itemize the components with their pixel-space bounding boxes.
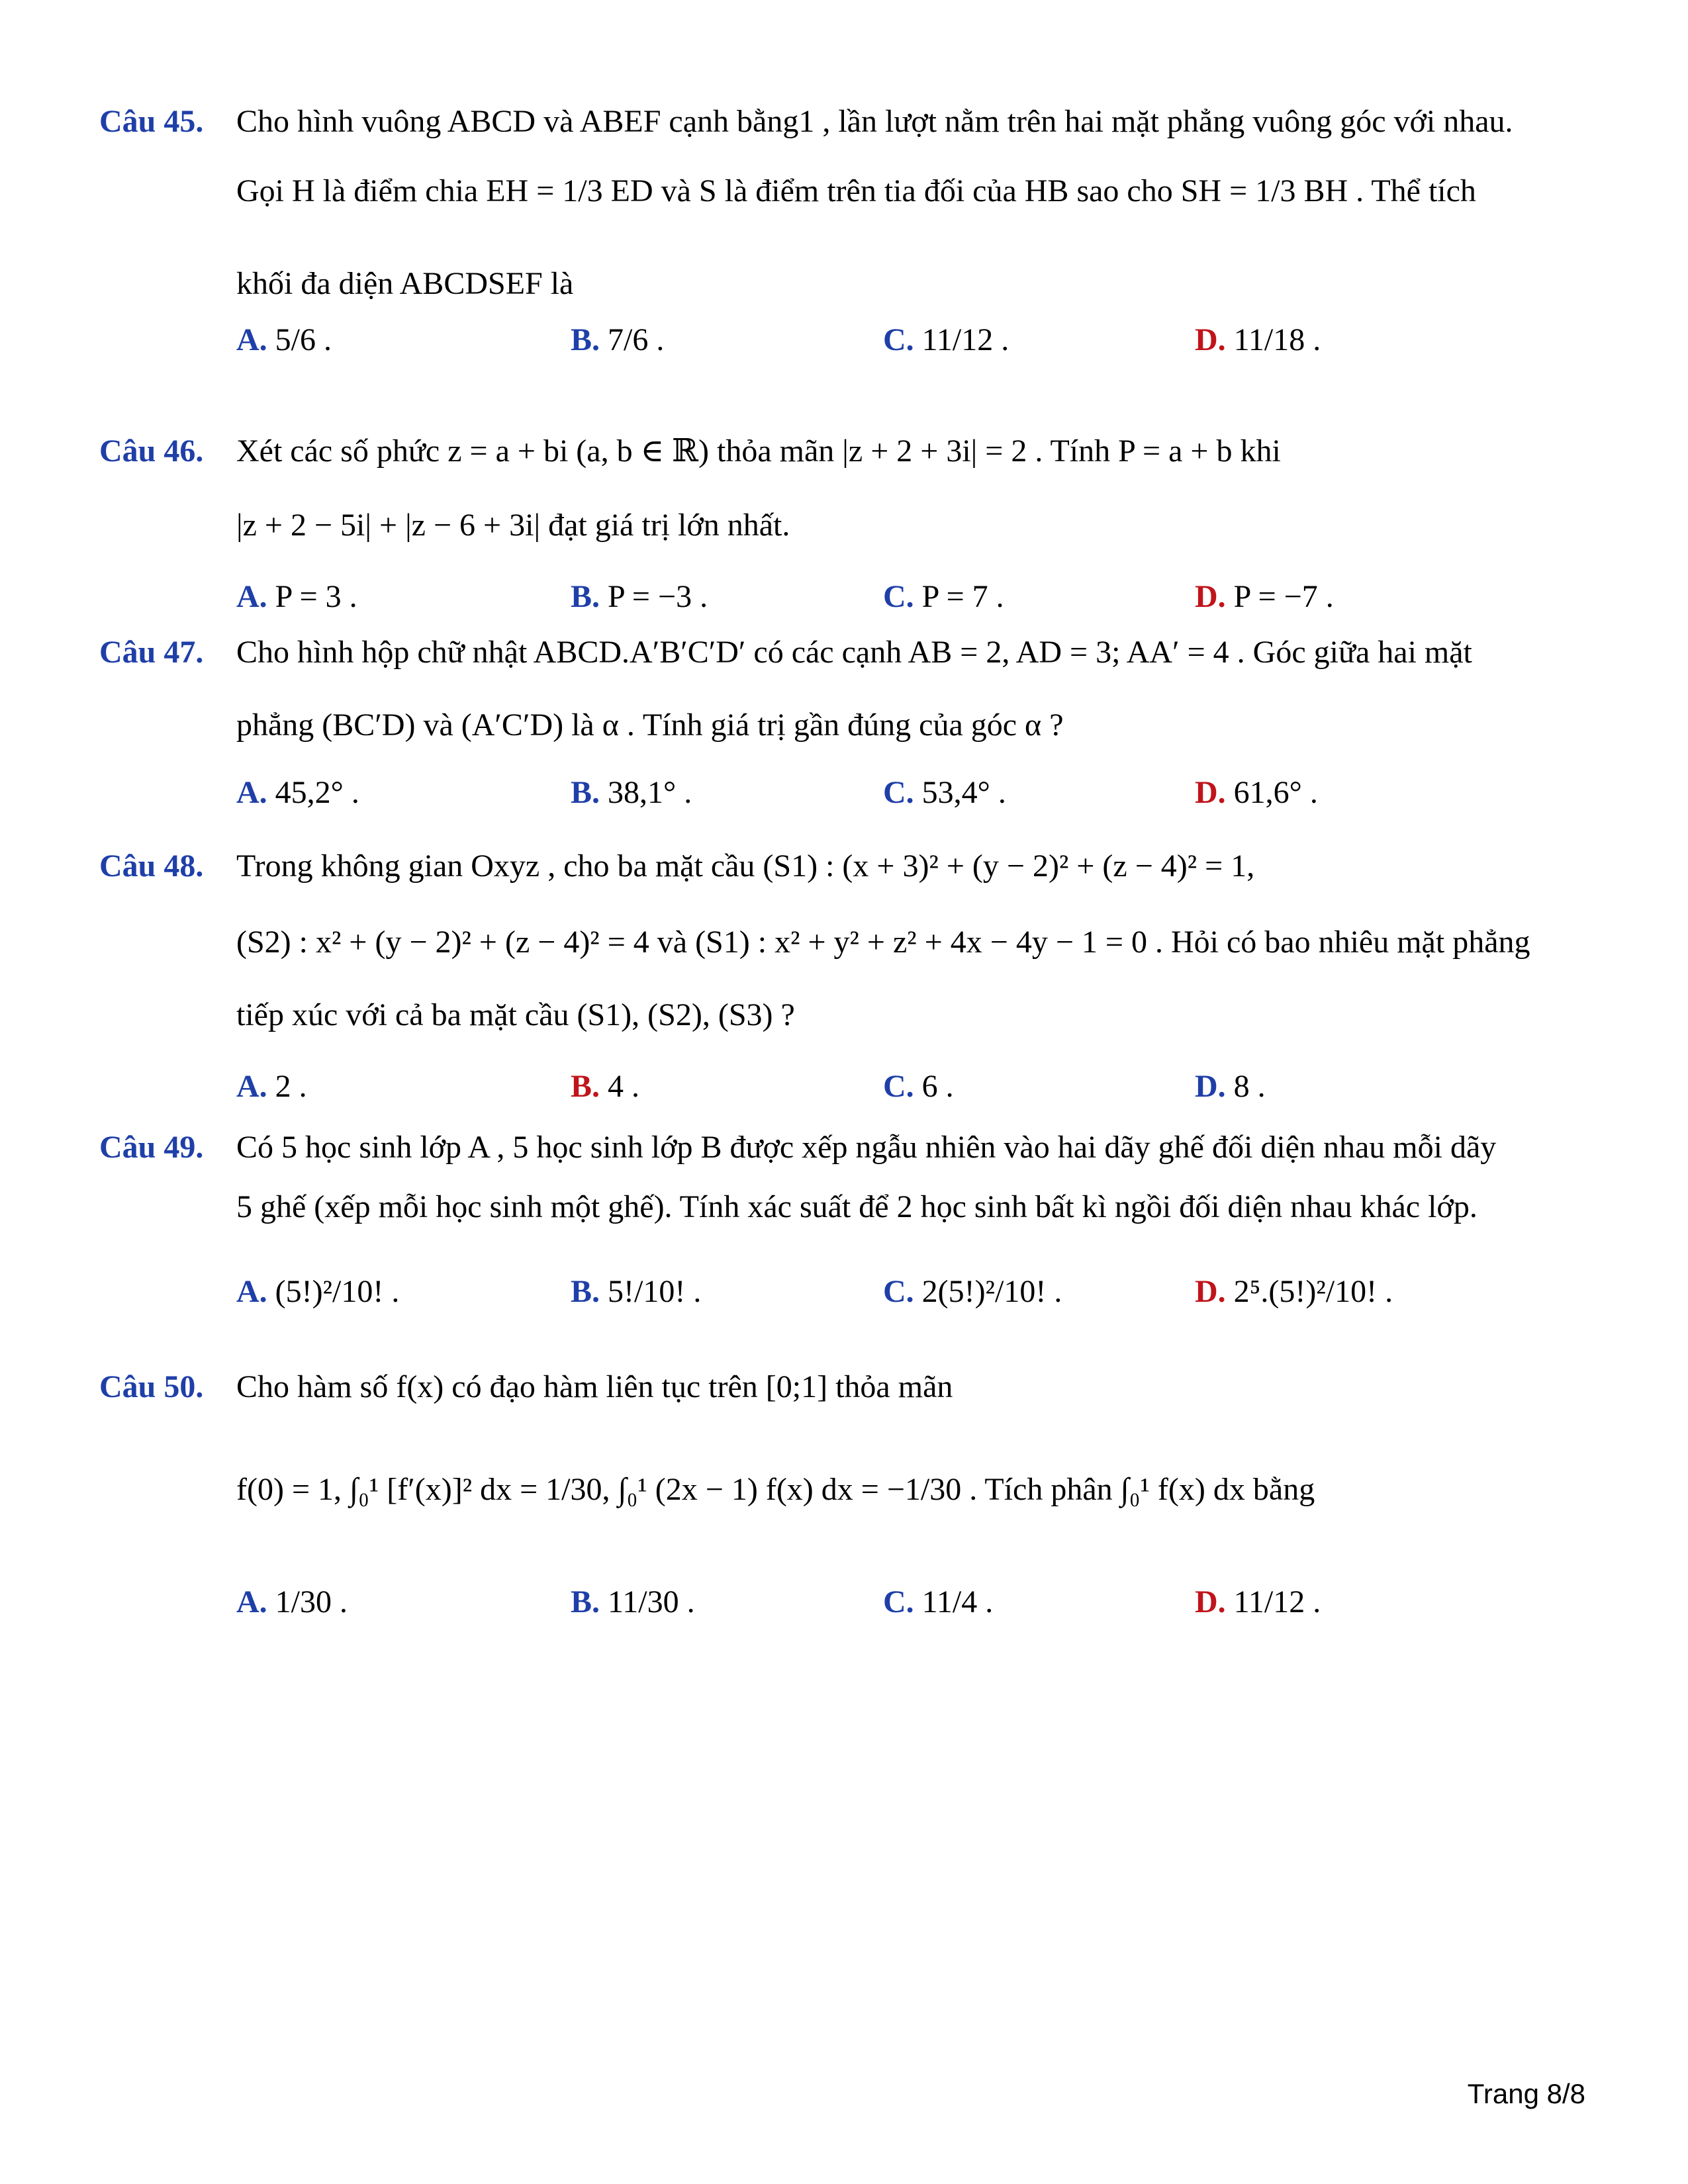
question-label: Câu 49. <box>99 1130 204 1165</box>
option-a[interactable]: A. 2 . <box>236 1069 307 1104</box>
question-text-line: Gọi H là điểm chia EH = 1/3 ED và S là điểm trên tia đối của HB sao cho SH = 1/3 BH . Thể tích <box>236 173 1476 208</box>
question-text-line: tiếp xúc với cả ba mặt cầu (S1), (S2), (S3) ? <box>236 997 795 1032</box>
option-value: 2 . <box>275 1069 307 1104</box>
question-label: Câu 45. <box>99 104 204 139</box>
option-d[interactable]: D. 8 . <box>1195 1069 1266 1104</box>
option-d[interactable]: D. 61,6° . <box>1195 775 1318 810</box>
question-label: Câu 46. <box>99 433 204 469</box>
question-text-line: Cho hàm số f(x) có đạo hàm liên tục trên [0;1] thỏa mãn <box>236 1369 953 1404</box>
answer-options <box>236 1071 1585 1130</box>
option-value: 11/12 . <box>1233 1584 1321 1619</box>
option-b[interactable]: B. 38,1° . <box>571 775 692 810</box>
option-c[interactable]: C. 6 . <box>883 1069 954 1104</box>
option-value: P = 3 . <box>275 579 357 614</box>
option-value: 2⁵.(5!)²/10! . <box>1233 1274 1393 1309</box>
option-value: 7/6 . <box>608 322 665 357</box>
question-text-line: Xét các số phức z = a + bi (a, b ∈ ℝ) thỏa mãn |z + 2 + 3i| = 2 . Tính P = a + b khi <box>236 433 1281 469</box>
option-b[interactable]: B. P = −3 . <box>571 579 708 614</box>
option-b[interactable]: B. 4 . <box>571 1069 640 1104</box>
option-b[interactable]: B. 5!/10! . <box>571 1274 702 1309</box>
option-c[interactable]: C. P = 7 . <box>883 579 1004 614</box>
option-value: 53,4° . <box>921 775 1006 810</box>
page-number: Trang 8/8 <box>1467 2078 1585 2109</box>
answer-options <box>236 1276 1585 1336</box>
option-a[interactable]: A. 5/6 . <box>236 322 332 357</box>
question-text-line: phẳng (BC′D) và (A′C′D) là α . Tính giá trị gần đúng của góc α ? <box>236 707 1064 743</box>
answer-options <box>236 581 1585 641</box>
question-label: Câu 50. <box>99 1369 204 1404</box>
option-a[interactable]: A. 1/30 . <box>236 1584 348 1619</box>
option-c[interactable]: C. 53,4° . <box>883 775 1006 810</box>
question-text-line: 5 ghế (xếp mỗi học sinh một ghế). Tính xác suất để 2 học sinh bất kì ngồi đối diện nhau khác lớp. <box>236 1189 1477 1224</box>
question-text-line: khối đa diện ABCDSEF là <box>236 266 574 301</box>
option-d[interactable]: D. P = −7 . <box>1195 579 1334 614</box>
option-value: 61,6° . <box>1233 775 1318 810</box>
question-text-line: Trong không gian Oxyz , cho ba mặt cầu (S1) : (x + 3)² + (y − 2)² + (z − 4)² = 1, <box>236 848 1255 884</box>
option-value: 5!/10! . <box>608 1274 702 1309</box>
option-c[interactable]: C. 11/12 . <box>883 322 1009 357</box>
option-value: 38,1° . <box>608 775 692 810</box>
question-text-line: Có 5 học sinh lớp A , 5 học sinh lớp B được xếp ngẫu nhiên vào hai dãy ghế đối diện nhau mỗi dãy <box>236 1130 1497 1165</box>
question-label: Câu 48. <box>99 848 204 884</box>
option-d[interactable]: D. 11/12 . <box>1195 1584 1321 1619</box>
option-a[interactable]: A. P = 3 . <box>236 579 357 614</box>
question-text-line: Cho hình hộp chữ nhật ABCD.A′B′C′D′ có các cạnh AB = 2, AD = 3; AA′ = 4 . Góc giữa hai mặt <box>236 635 1472 670</box>
question-text-line: f(0) = 1, ∫₀¹ [f′(x)]² dx = 1/30, ∫₀¹ (2x − 1) f(x) dx = −1/30 . Tích phân ∫₀¹ f(x) dx bằng <box>236 1472 1315 1507</box>
option-d[interactable]: D. 2⁵.(5!)²/10! . <box>1195 1274 1393 1309</box>
question-text-line: Cho hình vuông ABCD và ABEF cạnh bằng1 , lần lượt nằm trên hai mặt phẳng vuông góc với nhau. <box>236 104 1513 139</box>
option-b[interactable]: B. 11/30 . <box>571 1584 695 1619</box>
answer-options <box>236 777 1585 837</box>
option-value: 8 . <box>1233 1069 1266 1104</box>
option-c[interactable]: C. 11/4 . <box>883 1584 994 1619</box>
answer-options <box>236 1586 1585 1646</box>
option-value: P = −3 . <box>608 579 708 614</box>
question-label: Câu 47. <box>99 635 204 670</box>
question-text-line: |z + 2 − 5i| + |z − 6 + 3i| đạt giá trị lớn nhất. <box>236 508 790 543</box>
option-value: P = 7 . <box>921 579 1004 614</box>
option-b[interactable]: B. 7/6 . <box>571 322 665 357</box>
option-value: 2(5!)²/10! . <box>921 1274 1062 1309</box>
option-c[interactable]: C. 2(5!)²/10! . <box>883 1274 1062 1309</box>
option-value: 11/12 . <box>921 322 1009 357</box>
option-value: 11/18 . <box>1233 322 1321 357</box>
question-text-line: (S2) : x² + (y − 2)² + (z − 4)² = 4 và (S1) : x² + y² + z² + 4x − 4y − 1 = 0 . Hỏi có bao nhiêu mặt phẳng <box>236 925 1530 960</box>
option-value: 5/6 . <box>275 322 332 357</box>
option-value: 11/4 . <box>921 1584 994 1619</box>
option-value: 4 . <box>608 1069 640 1104</box>
option-a[interactable]: A. (5!)²/10! . <box>236 1274 400 1309</box>
answer-options <box>236 324 1585 384</box>
option-value: (5!)²/10! . <box>275 1274 400 1309</box>
option-value: P = −7 . <box>1233 579 1334 614</box>
option-value: 1/30 . <box>275 1584 348 1619</box>
option-d[interactable]: D. 11/18 . <box>1195 322 1321 357</box>
option-value: 45,2° . <box>275 775 359 810</box>
option-value: 6 . <box>921 1069 954 1104</box>
option-a[interactable]: A. 45,2° . <box>236 775 359 810</box>
option-value: 11/30 . <box>608 1584 695 1619</box>
